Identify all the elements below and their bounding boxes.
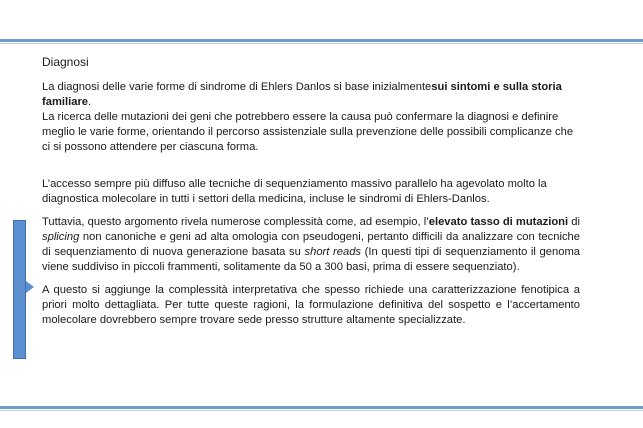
p1-end: . <box>88 96 92 108</box>
arrow-right-icon <box>26 281 34 293</box>
section-title: Diagnosi <box>42 55 89 69</box>
p1-lead: La diagnosi delle varie forme di sindrome di Ehlers Danlos si base inizialmente <box>42 81 432 93</box>
paragraph-diagnosis <box>42 80 580 110</box>
paragraph-interpretation: A questo si aggiunge la complessità interpretativa che spesso richiede una caratterizzazione fenotipica a priori molto dettagliata. Per tutte queste ragioni, la formulazione definitiva del sospetto e l’accertamento molecolare dovrebbero sempre trovare sede presso strutture altamente specializzate. <box>42 284 580 326</box>
p4-bold-1: elevato tasso di mutazioni <box>428 216 569 228</box>
bottom-divider-thin <box>0 410 643 411</box>
p4-text-3: non canoniche e geni ad alta omologia con pseudogeni, pertanto difficili da analizzare con tecniche di sequenziamento di nuova generazione basata su <box>42 231 580 258</box>
p1-bold: sui sintomi e sulla storia familiare <box>42 81 562 108</box>
p4-text-1: Tuttavia, questo argomento rivela numerose complessità come, ad esempio, l’ <box>42 216 429 228</box>
paragraph-sequencing-access: L’accesso sempre più diffuso alle tecniche di sequenziamento massivo parallelo ha agevolato molto la diagnostica molecolare in tutti i settori della medicina, incluse le sindromi di Ehlers-Danlos. <box>42 178 547 205</box>
p4-text-4: (In questi tipi di sequenziamento il genoma viene suddiviso in piccoli frammenti, solitamente da 50 a 300 basi, prima di essere sequenziato). <box>42 246 580 273</box>
p4-italic-1: splicing <box>42 231 80 243</box>
paragraph-complexity <box>42 215 580 275</box>
p4-italic-2: short reads <box>304 246 362 258</box>
top-divider-thin <box>0 43 643 44</box>
paragraph-mutation-research: La ricerca delle mutazioni dei geni che potrebbero essere la causa può confermare la diagnosi e definire meglio le varie forme, orientando il percorso assistenziale sulla prevenzione delle possibili complicanze che ci si possono attendere per ciascuna forma. <box>42 111 574 153</box>
top-divider <box>0 39 643 42</box>
p4-text-2: di <box>568 216 580 228</box>
bottom-divider <box>0 406 643 409</box>
side-bracket-bar <box>13 220 26 359</box>
slide-body <box>42 55 580 328</box>
